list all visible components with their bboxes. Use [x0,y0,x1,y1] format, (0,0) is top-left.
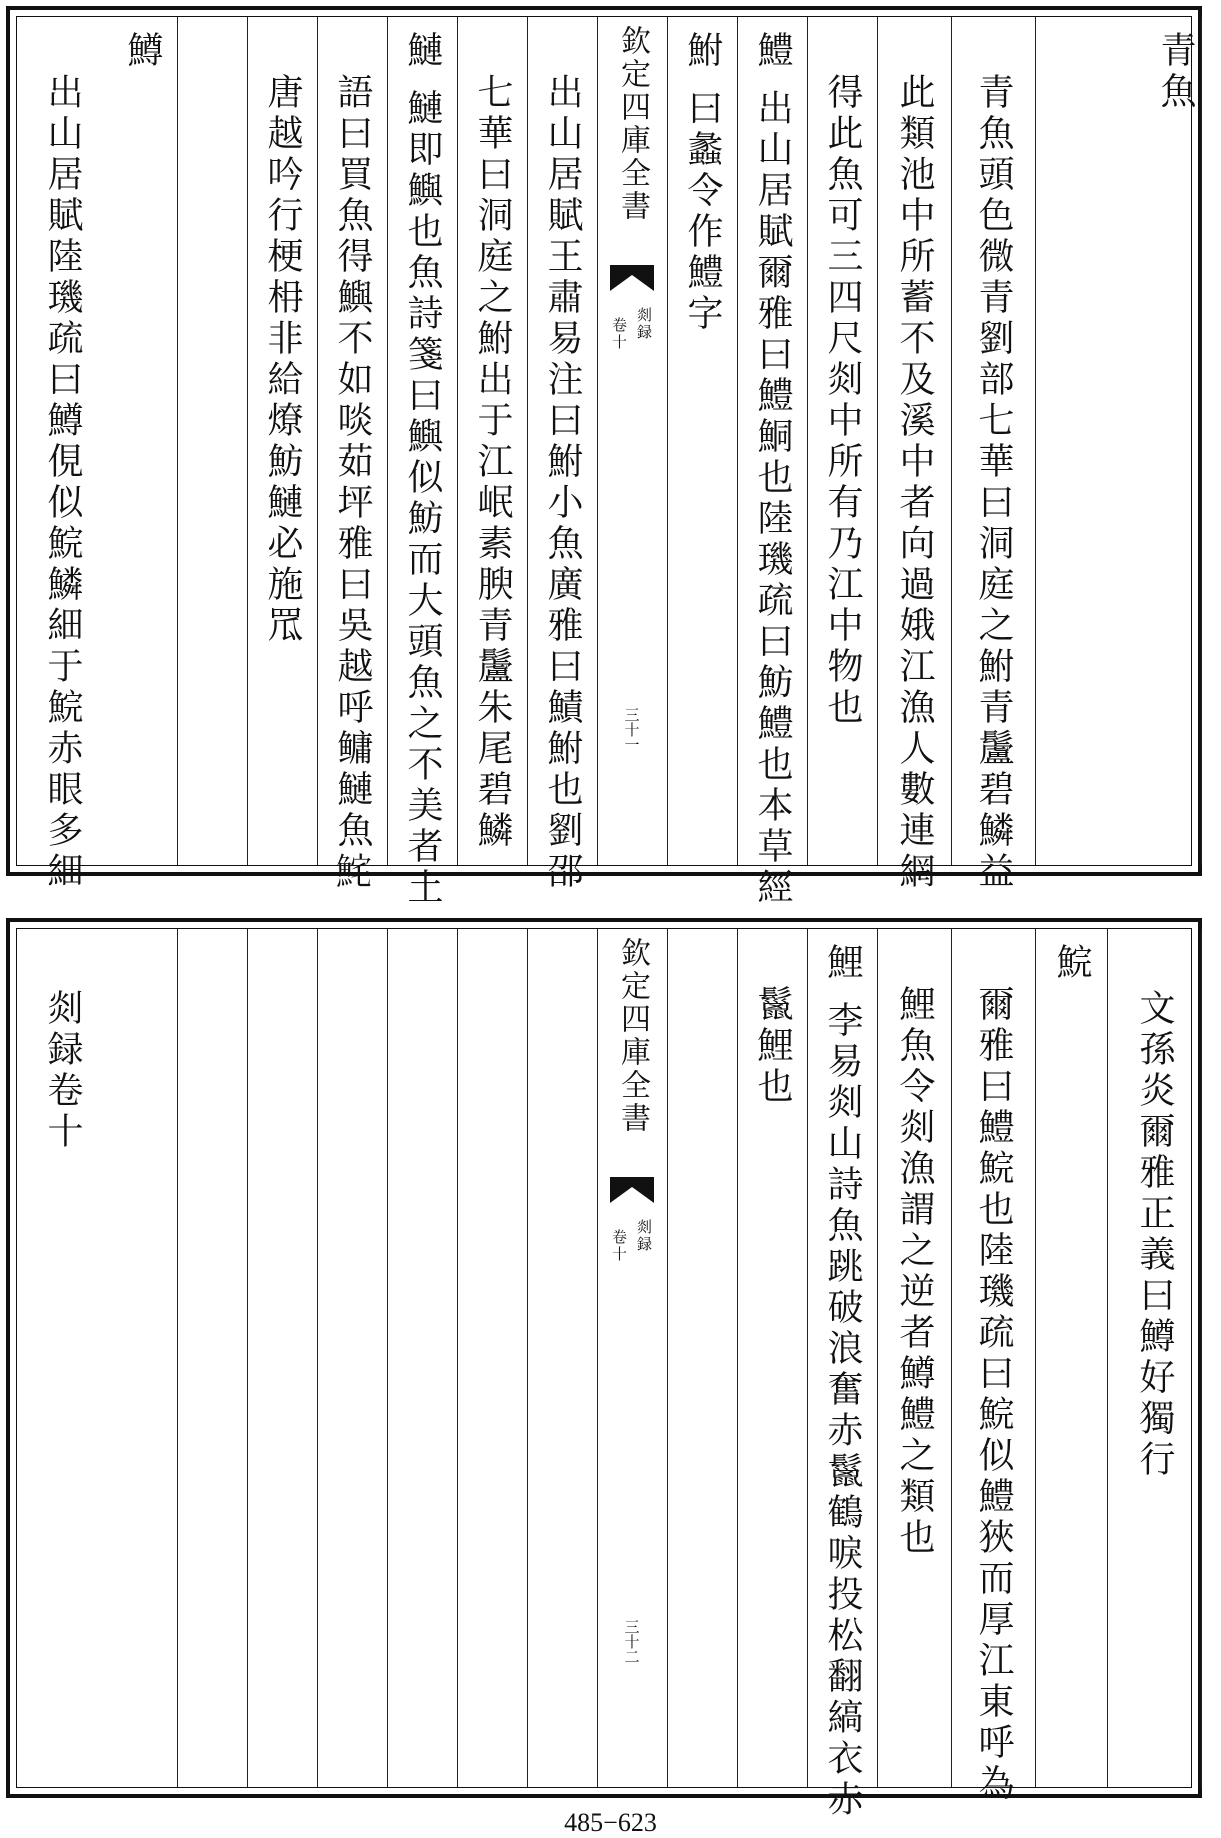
top-page-frame [16,16,1196,909]
column-bottom-9 [387,929,458,1787]
column-bottom-1 [1035,929,1108,1787]
heading-huan: 鯇 [1051,943,1092,984]
column-bottom-7 [527,929,598,1787]
heading-qingyu: 青魚 [1155,31,1196,113]
column-top-13 [17,17,107,893]
column-top-4 [737,17,808,909]
column-bottom-12 [177,929,248,1787]
volume-end-title: 剡録卷十 [42,989,83,1153]
top-page-block [6,6,1202,909]
center-book-name: 剡録 [635,1219,653,1253]
footer-page-code: 485−623 [564,1808,657,1837]
column-bottom-8 [457,929,528,1787]
page-number: 三十一 [622,707,641,752]
text-column: 出山居賦陸璣疏曰鱒俔似鯇鱗細于鯇赤眼多細 [42,73,83,893]
text-column: 爾雅曰鱧鯇也陸璣疏曰鯇似鱧狹而厚江東呼為 [973,985,1014,1805]
text-column: 出山居賦王肅易注曰鮒小魚廣雅曰鰿鮒也劉邵 [542,73,583,893]
text-column: 文孫炎爾雅正義曰鱒好獨行 [1134,989,1175,1481]
center-title: 欽定四庫全書 [615,937,650,1135]
text-column: 此類池中所蓄不及溪中者向過娥江漁人數連網 [894,73,935,893]
text-column: 七華曰洞庭之鮒出于江岷素腴青䰕朱尾碧鱗 [472,73,513,852]
text-column: 出山居賦爾雅曰鱧鮦也陸璣疏曰魴鱧也本草經 [752,89,793,909]
bottom-page-block [6,918,1202,1821]
center-margin-column [597,929,668,1787]
heading-zun: 鱒 [122,31,163,72]
column-top-12 [107,17,178,865]
column-bottom-5 [737,929,808,1787]
column-top-10 [247,17,318,865]
heading-li: 鱧 [752,31,793,72]
text-column: 青魚頭色微青劉部七華曰洞庭之鮒青䰕碧鱗益 [973,73,1014,893]
column-bottom-0 [1107,929,1202,1787]
column-bottom-3 [877,929,952,1787]
text-column: 李易剡山詩魚跳破浪奮赤鬣鶴唳投松翻縞衣赤 [822,1001,863,1821]
text-column: 鯉魚令剡漁謂之逆者鱒鱧之類也 [894,985,935,1559]
bottom-page-frame [16,928,1192,1821]
column-top-2 [877,17,952,893]
column-top-1 [951,17,1036,893]
center-volume: 卷十 [610,1229,628,1263]
column-bottom-11 [247,929,318,1787]
heading-li-carp: 鯉 [822,943,863,984]
text-column: 鬣鯉也 [752,985,793,1108]
heading-fu: 鮒 [682,31,723,72]
page-number: 三十二 [622,1619,641,1664]
column-top-9 [317,17,388,893]
text-column: 唐越吟行梗枏非給燎魴鰱必施罛 [262,73,303,647]
center-margin-column [597,17,668,865]
text-column: 得此魚可三四尺剡中所有乃江中物也 [822,73,863,729]
text-column: 曰蠡令作鱧字 [682,89,723,335]
column-top-6 [527,17,598,893]
column-bottom-14 [17,929,107,1787]
center-book-name: 剡録 [635,307,653,341]
heading-lian: 鰱 [402,31,443,72]
column-top-7 [457,17,528,865]
column-top-5 [667,17,738,865]
fish-tail-mark [610,265,654,291]
column-top-8 [387,17,458,909]
column-bottom-4 [807,929,878,1821]
center-title: 欽定四庫全書 [615,25,650,223]
fish-tail-mark [610,1177,654,1203]
column-bottom-13 [107,929,178,1787]
text-column: 鰱即鱮也魚詩箋曰鱮似魴而大頭魚之不美者土 [402,89,443,909]
column-bottom-2 [951,929,1036,1805]
column-top-11 [177,17,248,865]
column-top-0 [1035,17,1202,865]
column-bottom-6 [667,929,738,1787]
text-column: 語曰買魚得鱮不如啖茹坪雅曰吳越呼鳙鰱魚𩶱 [332,73,373,893]
column-top-3 [807,17,878,865]
column-bottom-10 [317,929,388,1787]
center-volume: 卷十 [610,317,628,351]
